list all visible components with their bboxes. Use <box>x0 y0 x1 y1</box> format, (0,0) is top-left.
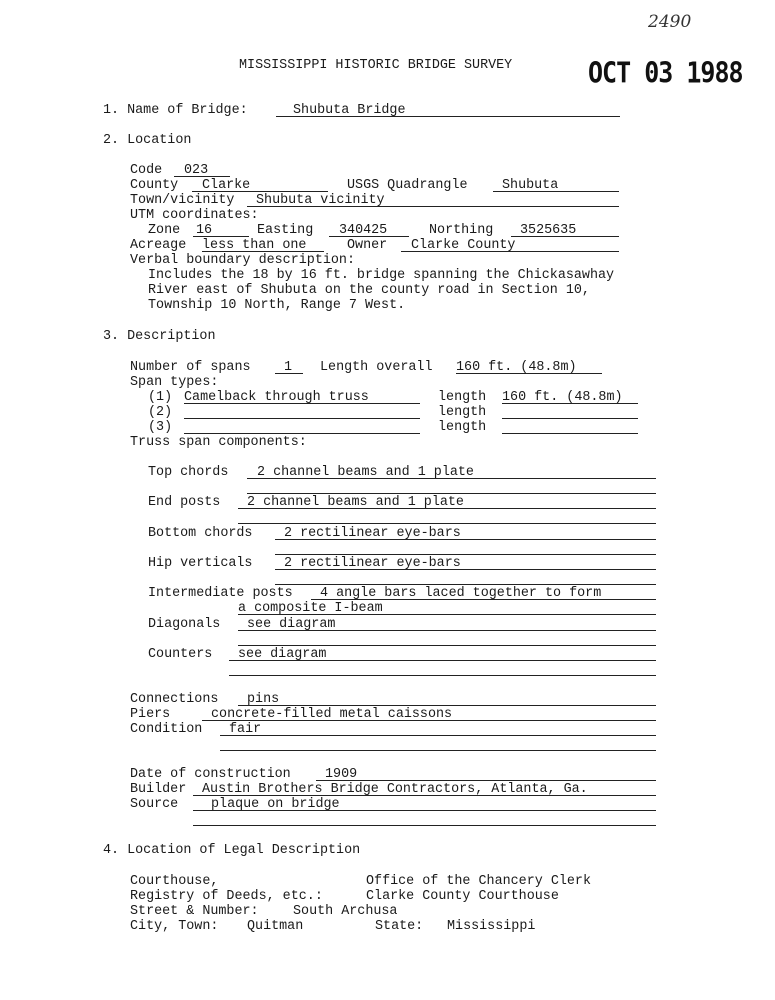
counters-value: see diagram <box>238 647 327 662</box>
city-value: Quitman <box>247 919 304 934</box>
verbal-line: River east of Shubuta on the county road in Section 10, <box>148 283 590 298</box>
span-row-number: (2) <box>148 405 173 420</box>
bridge-name-underline <box>276 116 620 117</box>
connections-underline <box>238 705 656 706</box>
diagonals-value: see diagram <box>247 617 336 632</box>
code-value: 023 <box>184 163 209 178</box>
section-1-label: 1. Name of Bridge: <box>103 103 248 118</box>
span-row-number: (1) <box>148 390 173 405</box>
spans-underline <box>275 373 303 374</box>
easting-underline <box>329 236 409 237</box>
connections-value: pins <box>247 692 280 707</box>
end-posts-label: End posts <box>148 495 221 510</box>
spans-value: 1 <box>284 360 293 375</box>
street-label: Street & Number: <box>130 904 259 919</box>
intermediate-posts-label: Intermediate posts <box>148 586 293 601</box>
city-label: City, Town: <box>130 919 219 934</box>
intermediate-posts-value: 4 angle bars laced together to form <box>320 586 602 601</box>
state-value: Mississippi <box>447 919 536 934</box>
usgs-value: Shubuta <box>502 178 559 193</box>
builder-label: Builder <box>130 782 187 797</box>
northing-value: 3525635 <box>520 223 577 238</box>
builder-underline <box>193 795 656 796</box>
top-chords-underline <box>247 478 656 479</box>
diagonals-underline <box>238 630 656 631</box>
span-length-label: length <box>438 390 487 405</box>
span-length-label: length <box>438 420 487 435</box>
truss-components-label: Truss span components: <box>130 435 307 450</box>
registry-label: Registry of Deeds, etc.: <box>130 889 323 904</box>
condition-label: Condition <box>130 722 203 737</box>
acreage-label: Acreage <box>130 238 187 253</box>
diagonals-label: Diagonals <box>148 617 221 632</box>
end-posts-value: 2 channel beams and 1 plate <box>247 495 464 510</box>
length-overall-value: 160 ft. (48.8m) <box>456 360 577 375</box>
bridge-name-value: Shubuta Bridge <box>293 103 406 118</box>
top-chords-label: Top chords <box>148 465 229 480</box>
town-value: Shubuta vicinity <box>256 193 385 208</box>
source-label: Source <box>130 797 179 812</box>
courthouse-value: Office of the Chancery Clerk <box>366 874 591 889</box>
end-posts-underline <box>238 508 656 509</box>
source-underline-2 <box>193 825 656 826</box>
zone-value: 16 <box>196 223 213 238</box>
easting-value: 340425 <box>339 223 388 238</box>
span-length-underline <box>502 433 638 434</box>
counters-label: Counters <box>148 647 213 662</box>
span-type-value: Camelback through truss <box>184 390 369 405</box>
bottom-chords-value: 2 rectilinear eye-bars <box>284 526 461 541</box>
piers-label: Piers <box>130 707 171 722</box>
construction-date-value: 1909 <box>325 767 358 782</box>
bottom-chords-underline-2 <box>275 554 656 555</box>
span-type-underline <box>184 403 420 404</box>
section-4-label: 4. Location of Legal Description <box>103 843 361 858</box>
bottom-chords-underline <box>275 539 656 540</box>
section-2-label: 2. Location <box>103 133 192 148</box>
length-overall-label: Length overall <box>320 360 433 375</box>
hip-verticals-label: Hip verticals <box>148 556 253 571</box>
county-underline <box>192 191 328 192</box>
top-chords-value: 2 channel beams and 1 plate <box>257 465 474 480</box>
piers-value: concrete-filled metal caissons <box>211 707 453 722</box>
hip-verticals-underline <box>275 569 656 570</box>
northing-label: Northing <box>429 223 494 238</box>
span-length-underline <box>502 418 638 419</box>
owner-underline <box>401 251 619 252</box>
zone-label: Zone <box>148 223 181 238</box>
top-chords-underline-2 <box>247 493 656 494</box>
span-length-value: 160 ft. (48.8m) <box>502 390 623 405</box>
spans-label: Number of spans <box>130 360 251 375</box>
condition-value: fair <box>229 722 262 737</box>
usgs-underline <box>493 191 619 192</box>
span-length-label: length <box>438 405 487 420</box>
hip-verticals-value: 2 rectilinear eye-bars <box>284 556 461 571</box>
easting-label: Easting <box>257 223 314 238</box>
street-value: South Archusa <box>293 904 398 919</box>
form-title: MISSISSIPPI HISTORIC BRIDGE SURVEY <box>239 58 513 73</box>
intermediate-posts-value-2: a composite I-beam <box>238 601 383 616</box>
condition-underline-2 <box>220 750 656 751</box>
date-received-stamp: OCT 03 1988 <box>588 56 743 90</box>
town-underline <box>247 206 619 207</box>
length-overall-underline <box>456 373 602 374</box>
utm-label: UTM coordinates: <box>130 208 259 223</box>
span-types-label: Span types: <box>130 375 219 390</box>
hip-verticals-underline-2 <box>275 584 656 585</box>
counters-underline-2 <box>229 675 656 676</box>
verbal-label: Verbal boundary description: <box>130 253 355 268</box>
registry-value: Clarke County Courthouse <box>366 889 559 904</box>
piers-underline <box>202 720 656 721</box>
section-3-label: 3. Description <box>103 329 216 344</box>
counters-underline <box>229 660 656 661</box>
code-label: Code <box>130 163 163 178</box>
owner-label: Owner <box>347 238 388 253</box>
courthouse-label: Courthouse, <box>130 874 219 889</box>
zone-underline <box>193 236 249 237</box>
connections-label: Connections <box>130 692 219 707</box>
source-value: plaque on bridge <box>211 797 340 812</box>
span-type-underline <box>184 433 420 434</box>
span-row-number: (3) <box>148 420 173 435</box>
builder-value: Austin Brothers Bridge Contractors, Atlanta, Ga. <box>202 782 588 797</box>
span-length-underline <box>502 403 638 404</box>
usgs-label: USGS Quadrangle <box>347 178 468 193</box>
end-posts-underline-2 <box>238 523 656 524</box>
verbal-line: Includes the 18 by 16 ft. bridge spanning the Chickasawhay <box>148 268 615 283</box>
construction-date-label: Date of construction <box>130 767 291 782</box>
town-label: Town/vicinity <box>130 193 235 208</box>
condition-underline <box>220 735 656 736</box>
county-label: County <box>130 178 179 193</box>
acreage-value: less than one <box>202 238 307 253</box>
owner-value: Clarke County <box>411 238 516 253</box>
code-underline <box>174 176 230 177</box>
acreage-underline <box>202 251 324 252</box>
verbal-line: Township 10 North, Range 7 West. <box>148 298 406 313</box>
northing-underline <box>511 236 619 237</box>
handwritten-number: 2490 <box>648 12 692 32</box>
intermediate-posts-underline <box>311 599 656 600</box>
county-value: Clarke <box>202 178 251 193</box>
state-label: State: <box>375 919 424 934</box>
span-type-underline <box>184 418 420 419</box>
diagonals-underline-2 <box>238 645 656 646</box>
construction-date-underline <box>316 780 656 781</box>
source-underline <box>193 810 656 811</box>
intermediate-posts-underline-2 <box>238 614 656 615</box>
bottom-chords-label: Bottom chords <box>148 526 253 541</box>
